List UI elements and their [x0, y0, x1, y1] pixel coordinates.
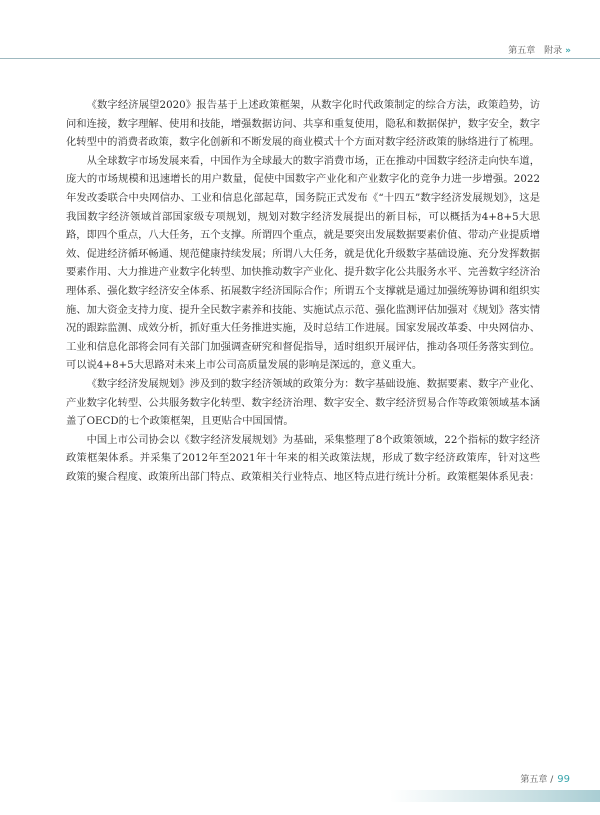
chevron-right-icon: »	[565, 46, 570, 56]
page-footer	[520, 772, 570, 785]
paragraph: 中国上市公司协会以《数字经济发展规划》为基础，采集整理了8个政策领域，22个指标的数字经济政策框架体系。并采集了2012年至2021年十年来的相关政策法规，形成了数字经济政策库，针对这些政策的聚合程度、政策所出部门特点、政策相关行业特点、地区特点进行统计分析。政策框架体系见表：	[66, 433, 540, 483]
running-header	[508, 43, 570, 56]
paragraph: 《数字经济发展规划》涉及到的数字经济领域的政策分为：数字基础设施、数据要素、数字产业化、产业数字化转型、公共服务数字化转型、数字经济治理、数字安全、数字经济贸易合作等政策领域基本涵盖了OECD的七个政策框架，且更贴合中国国情。	[66, 377, 540, 428]
header-section: 附录	[544, 46, 563, 56]
header-divider	[0, 58, 600, 59]
header-chapter: 第五章	[508, 46, 536, 56]
footer-decoration	[390, 790, 600, 802]
page-number: 99	[557, 774, 570, 785]
paragraph: 《数字经济展望2020》报告基于上述政策框架，从数字化时代政策制定的综合方法，政策趋势，访问和连接，数字理解、使用和技能，增强数据访问、共享和重复使用，隐私和数据保护，数字安全，数字化转型中的消费者政策，数字化创新和不断发展的商业模式十个方面对数字经济政策的脉络进行了梳理。	[66, 99, 540, 149]
paragraph: 从全球数字市场发展来看，中国作为全球最大的数字消费市场，正在推动中国数字经济走向快车道，庞大的市场规模和迅速增长的用户数量，促使中国数字产业化和产业数字化的竞争力进一步增强。2022年发改委联合中央网信办、工业和信息化部起草，国务院正式发布《“十四五”数字经济发展规划》，这是我国数字经济领域首部国家级专项规划，规划对数字经济发展提出的新目标，可以概括为4+8+5大思路，即四个重点，八大任务，五个支撑。所谓四个重点，就是要突出发展数据要素价值、带动产业提质增效、促进经济循环畅通、规范健康持续发展；所谓八大任务，就是优化升级数字基础设施、充分发挥数据要素作用、大力推进产业数字化转型、加快推动数字产业化、提升数字化公共服务水平、完善数字经济治理体系、强化数字经济安全体系、拓展数字经济国际合作；所谓五个支撑就是通过加强统筹协调和组织实施、加大资金支持力度、提升全民数字素养和技能、实施试点示范、强化监测评估加强对《规划》落实情况的跟踪监测、成效分析，抓好重大任务推进实施，及时总结工作进展。国家发展改革委、中央网信办、工业和信息化部将会同有关部门加强调查研究和督促指导，适时组织开展评估，推动各项任务落实到位。可以说4+8+5大思路对未来上市公司高质量发展的影响是深远的，意义重大。	[66, 154, 540, 372]
footer-chapter: 第五章 /	[520, 775, 554, 785]
body-text	[66, 96, 540, 486]
